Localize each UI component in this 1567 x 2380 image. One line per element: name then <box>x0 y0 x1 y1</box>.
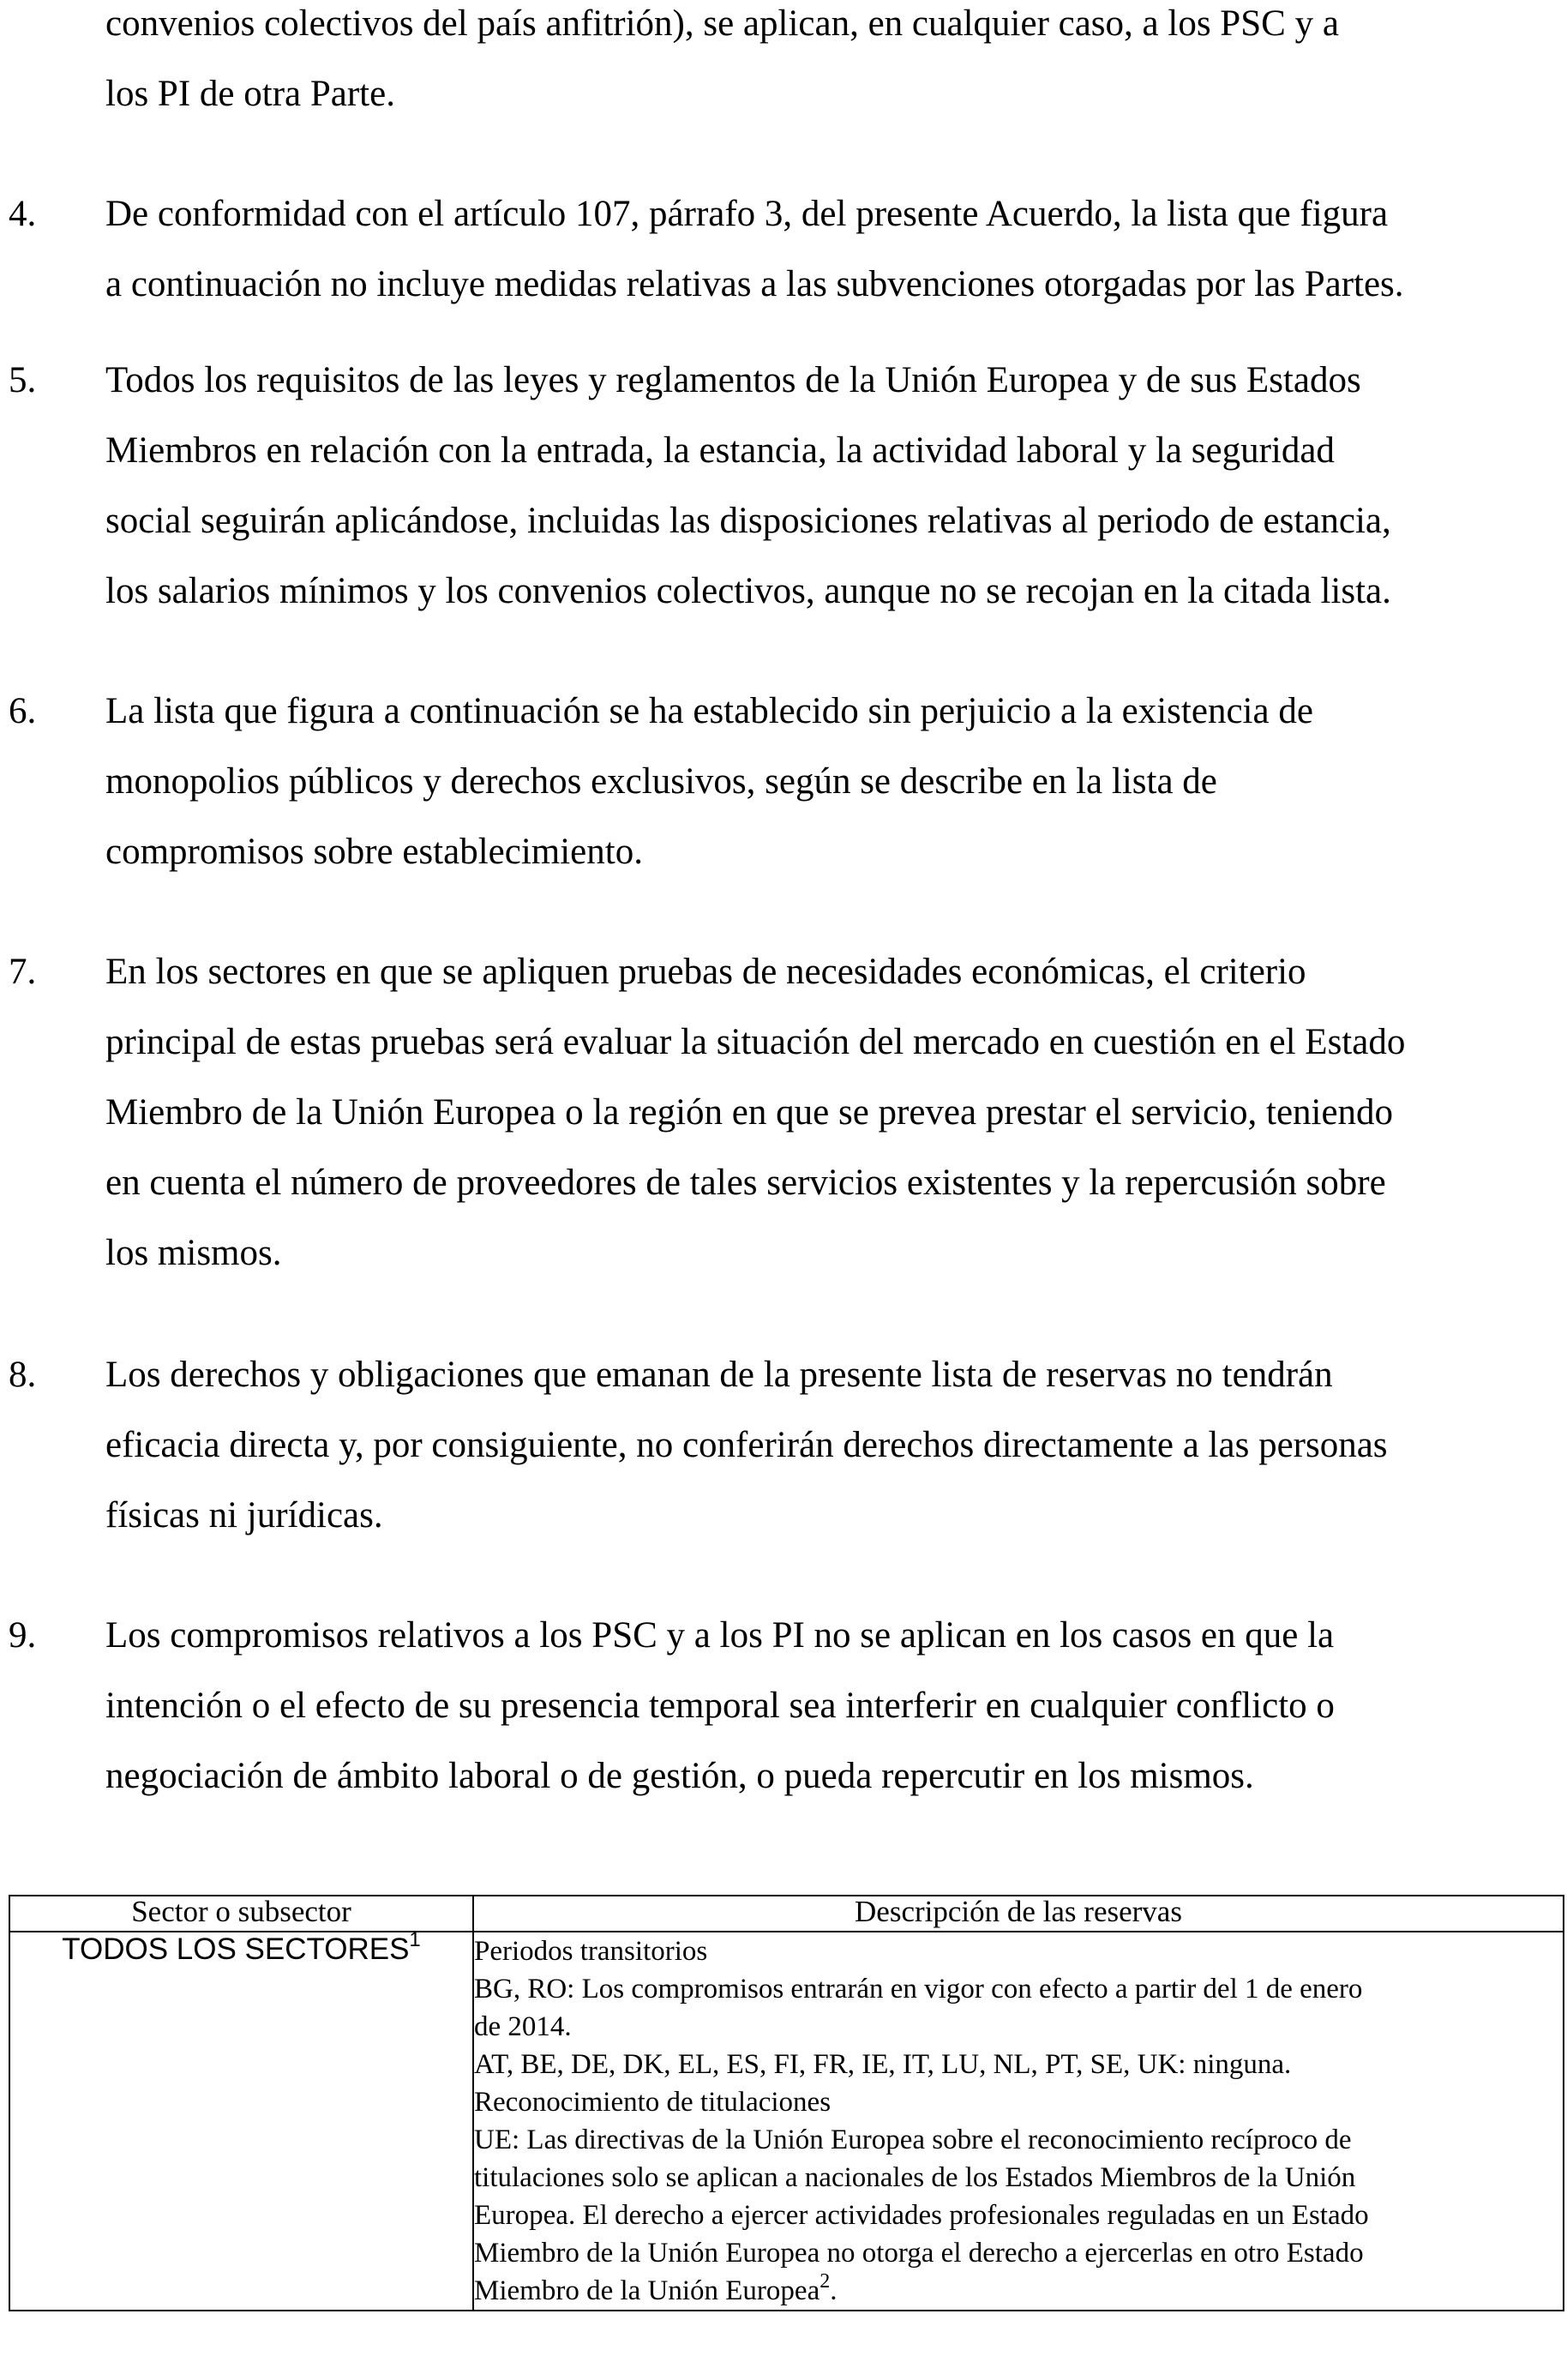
description-line-last <box>474 2272 1563 2310</box>
paragraph-number: 5. <box>9 360 37 400</box>
paragraph-number: 6. <box>9 691 37 731</box>
paragraph-line: en cuenta el número de proveedores de tales servicios existentes y la repercusión sobre <box>105 1163 1386 1203</box>
paragraph-line: compromisos sobre establecimiento. <box>105 832 643 872</box>
paragraph-line: La lista que figura a continuación se ha establecido sin perjuicio a la existencia de <box>105 691 1313 731</box>
paragraph-line: negociación de ámbito laboral o de gestión, o pueda repercutir en los mismos. <box>105 1756 1254 1796</box>
paragraph-number: 7. <box>9 952 37 992</box>
description-line: Miembro de la Unión Europea no otorga el derecho a ejercerlas en otro Estado <box>474 2238 1364 2269</box>
description-text: Miembro de la Unión Europea <box>474 2275 820 2306</box>
description-cell <box>473 1932 1564 2311</box>
paragraph-line: los salarios mínimos y los convenios colectivos, aunque no se recojan en la citada lista. <box>105 571 1391 611</box>
paragraph-number: 8. <box>9 1355 37 1395</box>
paragraph-line: De conformidad con el artículo 107, párrafo 3, del presente Acuerdo, la lista que figura <box>105 194 1389 234</box>
column-header-description: Descripción de las reservas <box>473 1896 1564 1932</box>
reservations-table <box>9 1895 1564 2311</box>
description-line: Periodos transitorios <box>474 1936 708 1967</box>
period-mark: . <box>830 2275 838 2306</box>
paragraph-line: Todos los requisitos de las leyes y reglamentos de la Unión Europea y de sus Estados <box>105 360 1361 400</box>
paragraph-line: En los sectores en que se apliquen pruebas de necesidades económicas, el criterio <box>105 952 1306 992</box>
paragraph-line: social seguirán aplicándose, incluidas las disposiciones relativas al periodo de estancia, <box>105 501 1391 541</box>
paragraph-line: eficacia directa y, por consiguiente, no conferirán derechos directamente a las personas <box>105 1425 1388 1465</box>
description-line: AT, BE, DE, DK, EL, ES, FI, FR, IE, IT, LU, NL, PT, SE, UK: ninguna. <box>474 2049 1292 2080</box>
sector-cell <box>9 1928 473 2311</box>
paragraph-line: monopolios públicos y derechos exclusivos, según se describe en la lista de <box>105 761 1217 802</box>
paragraph-line: los mismos. <box>105 1233 282 1273</box>
paragraph-line: Los compromisos relativos a los PSC y a los PI no se aplican en los casos en que la <box>105 1615 1335 1656</box>
description-line: de 2014. <box>474 2011 572 2042</box>
description-line: Reconocimiento de titulaciones <box>474 2087 832 2118</box>
description-line: titulaciones solo se aplican a nacionales de los Estados Miembros de la Unión <box>474 2162 1356 2193</box>
table-row <box>9 1932 1564 2311</box>
paragraph-line: Los derechos y obligaciones que emanan de la presente lista de reservas no tendrán <box>105 1355 1333 1395</box>
paragraph-line: convenios colectivos del país anfitrión), se aplican, en cualquier caso, a los PSC y a <box>105 3 1339 44</box>
paragraph-line: Miembros en relación con la entrada, la estancia, la actividad laboral y la seguridad <box>105 430 1335 471</box>
paragraph-line: Miembro de la Unión Europea o la región en que se prevea prestar el servicio, teniendo <box>105 1092 1394 1133</box>
description-line: BG, RO: Los compromisos entrarán en vigor con efecto a partir del 1 de enero <box>474 1974 1363 2004</box>
column-header-sector: Sector o subsector <box>9 1896 473 1932</box>
table-header-row <box>9 1896 1564 1932</box>
footnote-ref[interactable]: 2 <box>820 2270 831 2293</box>
description-line: Europea. El derecho a ejercer actividades profesionales reguladas en un Estado <box>474 2200 1369 2231</box>
paragraph-line: físicas ni jurídicas. <box>105 1495 383 1536</box>
paragraph-line: los PI de otra Parte. <box>105 74 395 114</box>
paragraph-number: 9. <box>9 1615 37 1656</box>
description-line: UE: Las directivas de la Unión Europea sobre el reconocimiento recíproco de <box>474 2125 1352 2155</box>
paragraph-line: principal de estas pruebas será evaluar la situación del mercado en cuestión en el Estado <box>105 1022 1406 1062</box>
paragraph-line: a continuación no incluye medidas relativas a las subvenciones otorgadas por las Partes. <box>105 264 1404 304</box>
footnote-ref[interactable]: 1 <box>409 1928 421 1952</box>
paragraph-line: intención o el efecto de su presencia temporal sea interferir en cualquier conflicto o <box>105 1686 1335 1726</box>
paragraph-number: 4. <box>9 194 37 234</box>
sector-label: TODOS LOS SECTORES <box>62 1932 410 1966</box>
